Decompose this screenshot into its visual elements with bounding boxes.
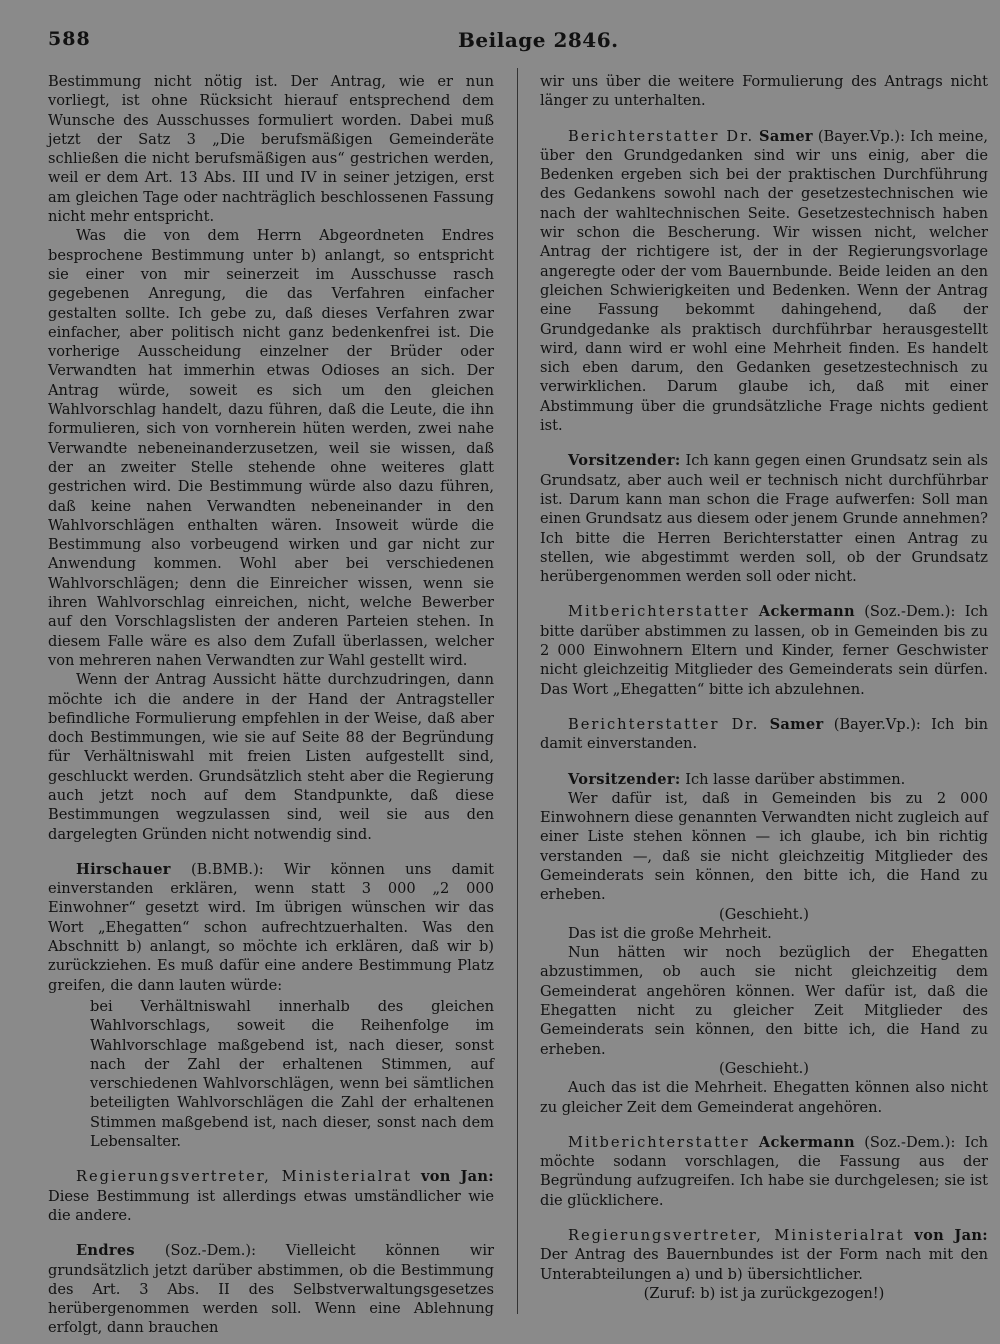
paragraph: Was die von dem Herrn Abgeordneten Endres besprochene Bestimmung unter b) anlangt, so entspricht sie einer von mir seinerzeit im Ausschusse rasch gegebenen Anregung, die das Verfahren einfacher gestalten sollte. Ich gebe zu, daß dieses Verfahren zwar einfacher, aber politisch nicht ganz bedenkenfrei ist. Die vorherige Ausscheidung einzelner der Brüder oder Verwandten hat immerhin etwas Odioses an sich. Der Antrag würde, soweit es sich um den gleichen Wahlvorschlag handelt, dazu führen, daß die Leute, die ihn formulieren, sich von vornherein hüten werden, zwei nahe Verwandte nebeneinanderzusetzen, weil sie wissen, daß der an zweiter Stelle stehende ohne weiteres glatt gestrichen wird. Die Bestimmung würde also dazu führen, daß keine nahen Verwandten nebeneinander in den Wahlvorschlägen enthalten wären. Insoweit würde die Bestimmung also vorbeugend wirken und gar nicht zur Anwendung kommen. Wohl aber bei verschiedenen Wahlvorschlägen; denn die Einreicher wissen, wenn sie ihren Wahlvorschlag einreichen, nicht, welche Bewerber auf den Vorschlagslisten der anderen Parteien stehen. In diesem Falle wäre es also dem Zufall überlassen, welcher von mehreren nahen Verwandten zur Wahl gestellt wird.	[48, 227, 494, 669]
column-divider	[517, 68, 518, 1314]
speaker-role: Regierungsvertreter, Ministerialrat	[76, 1168, 412, 1186]
speech-vorsitzender	[540, 770, 988, 789]
speech-von-jan	[48, 1167, 494, 1225]
stage-note: (Geschieht.)	[719, 1059, 809, 1077]
paragraph: Wenn der Antrag Aussicht hätte durchzudringen, dann möchte ich die andere in der Hand der Antragsteller befindliche Formulierung empfehlen in der Weise, daß aber doch Bestimmungen, wie sie auf Seite 88 der Begründung für Verhältniswahl mit freien Listen aufgestellt sind, geschluckt werden. Grundsätzlich steht aber die Regierung auch jetzt noch auf dem Standpunkte, daß diese Bestimmungen wegzulassen sind, weil sie aus den dargelegten Gründen nicht notwendig sind.	[48, 671, 494, 843]
speaker-party: (Soz.-Dem.):	[864, 1133, 956, 1151]
speaker-role: Regierungsvertreter, Ministerialrat	[568, 1227, 905, 1245]
speech-hirschauer	[48, 860, 494, 995]
page-number: 588	[48, 28, 91, 50]
speaker-name: von Jan:	[914, 1227, 988, 1245]
speech-samer	[540, 715, 988, 754]
speech-vorsitzender	[540, 451, 988, 586]
speaker-party: (B.BMB.):	[190, 860, 264, 878]
page-header	[48, 28, 619, 58]
speaker-party: (Bayer.Vp.):	[817, 127, 906, 145]
speech-text: Ich bin damit einverstanden.	[540, 715, 989, 753]
speaker-party: (Soz.-Dem.):	[864, 603, 956, 621]
quoted-provision: bei Verhältniswahl innerhalb des gleichen Wahlvorschlags, soweit die Reihenfolge im Wahlvorschlage maßgebend ist, nach dieser, sonst nach der Zahl der erhaltenen Stimmen, auf verschiedenen Wahlvorschlägen, wenn bei sämtlichen beteiligten Wahlvorschlägen die Zahl der erhaltenen Stimmen maßgebend ist, nach dieser, sonst nach dem Lebensalter.	[90, 997, 494, 1151]
speech-text: Der Antrag des Bauernbundes ist der Form nach mit den Unterabteilungen a) und b) übersichtlicher.	[540, 1246, 988, 1283]
paragraph: Nun hätten wir noch bezüglich der Ehegatten abzustimmen, ob auch sie nicht gleichzeitig dem Gemeinderat angehören können. Wer dafür ist, daß die Ehegatten nicht zu gleicher Zeit Mitglieder des Gemeinderats sein können, den bitte ich, die Hand zu erheben.	[540, 944, 988, 1058]
right-column	[540, 72, 988, 1320]
speaker-name: Hirschauer	[76, 860, 171, 878]
speaker-party: (Bayer.Vp.):	[833, 715, 921, 733]
speaker-party: (Soz.-Dem.):	[164, 1242, 257, 1260]
speech-samer	[540, 127, 988, 436]
speech-von-jan	[540, 1226, 988, 1284]
speaker-name: von Jan:	[420, 1168, 494, 1186]
paragraph: Bestimmung nicht nötig ist. Der Antrag, wie er nun vorliegt, ist ohne Rücksicht hierauf entsprechend dem Wunsche des Ausschusses formuliert worden. Dabei muß jetzt der Satz 3 „Die berufsmäßigen Gemeinderäte schließen die nicht berufsmäßigen aus“ gestrichen werden, weil er dem Art. 13 Abs. III und IV in seiner jetzigen, erst am gleichen Tage oder nachträglich beschlossenen Fassung nicht mehr entspricht.	[48, 73, 494, 226]
speech-text: Vielleicht können wir grundsätzlich jetzt darüber abstimmen, ob die Bestimmung des Art. 3 Abs. II des Selbstverwaltungsgesetzes herübergenommen werden soll. Wenn eine Ablehnung erfolgt, dann brauchen	[48, 1242, 494, 1337]
speaker-name: Ackermann	[758, 1133, 855, 1151]
speaker-name: Vorsitzender:	[568, 452, 681, 470]
speaker-name: Samer	[759, 127, 813, 145]
speech-text: Ich lasse darüber abstimmen.	[685, 770, 906, 788]
stage-note: (Zuruf: b) ist ja zurückgezogen!)	[643, 1284, 885, 1302]
left-column	[48, 72, 495, 1337]
paragraph: Das ist die große Mehrheit.	[568, 924, 772, 942]
speech-ackermann	[540, 602, 988, 698]
speaker-role: Mitberichterstatter	[568, 603, 750, 621]
speaker-role: Berichterstatter Dr.	[568, 127, 755, 145]
speech-text: Ich meine, über den Grundgedanken sind wir uns einig, aber die Bedenken ergeben sich bei der praktischen Durchführung des Gedankens sowohl nach der gesetzestechnischen wie nach der wahltechnischen Seite. Gesetzestechnisch haben wir schon die Bescherung. Wir wissen nicht, welcher Antrag der richtigere ist, der in der Regierungsvorlage angeregte oder der vom Bauernbunde. Beide leiden an den gleichen Schwierigkeiten und Bedenken. Wenn der Antrag eine Fassung bekommt dahingehend, daß der Grundgedanke als praktisch durchführbar herausgestellt wird, dann wird er wohl eine Mehrheit finden. Es handelt sich eben darum, den Gedanken gesetzestechnisch zu verwirklichen. Darum glaube ich, daß mit einer Abstimmung über die grundsätzliche Frage nichts gedient ist.	[540, 127, 989, 435]
stage-note: (Geschieht.)	[719, 905, 809, 923]
speech-text: Ich bitte darüber abstimmen zu lassen, ob in Gemeinden bis zu 2 000 Einwohnern Eltern und Kinder, ferner Geschwister nicht gleichzeitig Mitglieder des Gemeinderats sein dürfen. Das Wort „Ehegatten“ bitte ich abzulehnen.	[540, 603, 989, 698]
paragraph: wir uns über die weitere Formulierung des Antrags nicht länger zu unterhalten.	[540, 73, 988, 110]
speech-text: Diese Bestimmung ist allerdings etwas umständlicher wie die andere.	[48, 1187, 494, 1224]
speaker-role: Berichterstatter Dr.	[568, 715, 760, 733]
speech-text: Ich kann gegen einen Grundsatz sein als Grundsatz, aber auch weil er technisch nicht durchführbar ist. Darum kann man schon die Frage aufwerfen: Soll man einen Grundsatz aus diesem oder jenem Grunde annehmen? Ich bitte die Herren Berichterstatter einen Antrag zu stellen, wie abgestimmt werden soll, ob der Grundsatz herübergenommen werden soll oder nicht.	[540, 452, 988, 586]
paragraph: Auch das ist die Mehrheit. Ehegatten können also nicht zu gleicher Zeit dem Gemeinderat angehören.	[540, 1079, 988, 1116]
speech-endres	[48, 1241, 494, 1337]
speaker-name: Vorsitzender:	[568, 770, 681, 788]
speech-text: Wir können uns damit einverstanden erklären, wenn statt 3 000 „2 000 Einwohner“ gesetzt wird. Im übrigen wünschen wir das Wort „Ehegatten“ schon aufrechtzuerhalten. Was den Abschnitt b) anlangt, so möchte ich erklären, daß wir b) zurückziehen. Es muß dafür eine andere Bestimmung Platz greifen, die dann lauten würde:	[48, 860, 495, 994]
speech-text: Ich möchte sodann vorschlagen, die Fassung aus der Begründung aufzugreifen. Ich habe sie durchgelesen; sie ist die glücklichere.	[540, 1133, 989, 1209]
paragraph: Wer dafür ist, daß in Gemeinden bis zu 2 000 Einwohnern diese genannten Verwandten nicht zugleich auf einer Liste stehen können — ich glaube, ich bin richtig verstanden —, daß sie nicht gleichzeitig Mitglieder des Gemeinderats sein können, den bitte ich, die Hand zu erheben.	[540, 789, 988, 904]
speaker-name: Samer	[769, 715, 824, 733]
speech-ackermann	[540, 1133, 988, 1210]
speaker-name: Endres	[76, 1242, 135, 1260]
speaker-role: Mitberichterstatter	[568, 1133, 750, 1151]
speaker-name: Ackermann	[758, 603, 855, 621]
running-head: Beilage 2846.	[458, 28, 619, 52]
